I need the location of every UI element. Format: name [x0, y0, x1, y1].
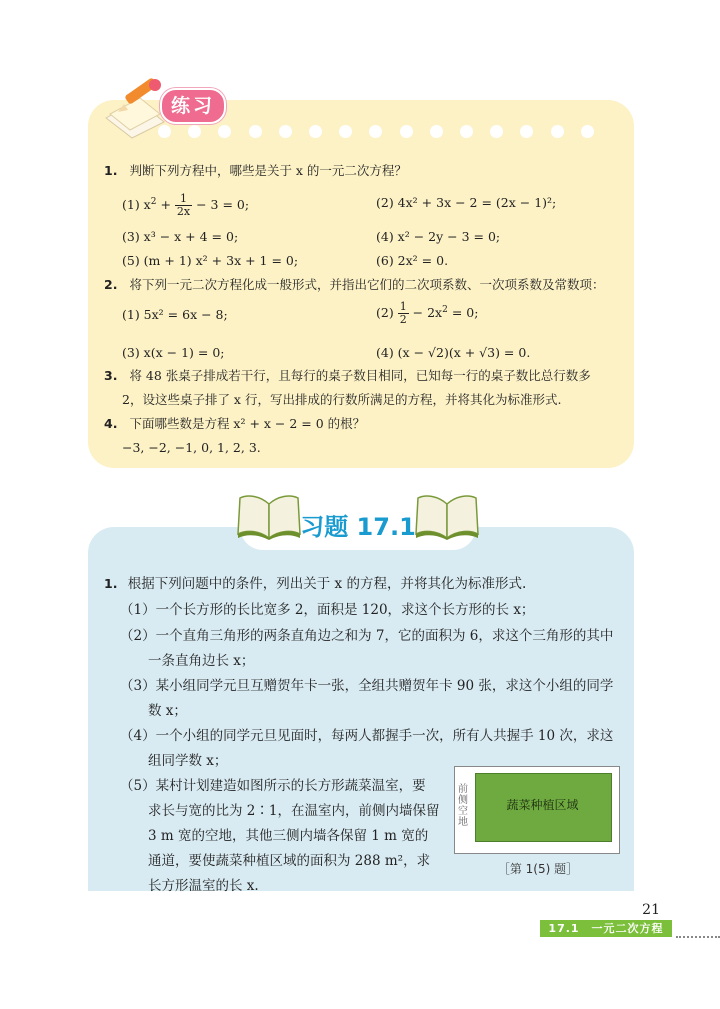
practice-q4 — [104, 416, 365, 432]
planting-area-label: 蔬菜种植区域 — [506, 798, 579, 812]
practice-q2-item-4: (4) (x − √2)(x + √3) = 0. — [376, 345, 531, 360]
exercise-q1-sub5-line2: 求长与宽的比为 2∶1，在温室内，前侧内墙保留 — [148, 803, 440, 819]
exercise-q1-sub1: （1）一个长方形的长比宽多 2，面积是 120，求这个长方形的长 x； — [120, 602, 535, 618]
practice-q1-item-1: (1) $x^2$ + $\frac{1}{2x}$ − 3 = 0; — [122, 192, 250, 218]
practice-q3-line-1 — [104, 368, 591, 384]
practice-q2 — [104, 277, 604, 293]
practice-q4-values: −3, −2, −1, 0, 1, 2, 3. — [122, 440, 261, 455]
decorative-dot-row — [158, 125, 594, 139]
exercise-q1-sub3-line1: （3）某小组同学元旦互赠贺年卡一张，全组共赠贺年卡 90 张，求这个小组的同学 — [120, 678, 614, 694]
question-number: 1. — [104, 163, 118, 178]
exercise-q1-sub5-line1: （5）某村计划建造如图所示的长方形蔬菜温室，要 — [120, 778, 426, 794]
exercise-q1-sub2-line1: （2）一个直角三角形的两条直角边之和为 7，它的面积为 6，求这个三角形的其中 — [120, 628, 614, 644]
figure-caption: ［第 1(5) 题］ — [497, 862, 579, 876]
exercise-q1-sub5-line4: 通道，要使蔬菜种植区域的面积为 288 m²，求 — [148, 853, 431, 869]
exercise-q1-sub5-line3: 3 m 宽的空地，其他三侧内墙各保留 1 m 宽的 — [148, 828, 429, 844]
page-number: 21 — [642, 902, 660, 918]
question-number: 4. — [104, 416, 118, 431]
practice-q2-item-3: (3) x(x − 1) = 0; — [122, 345, 225, 360]
exercise-q1-sub4-line1: （4）一个小组的同学元旦见面时，每两人都握手一次，所有人共握手 10 次，求这 — [120, 728, 614, 744]
practice-q1-item-2: (2) 4x² + 3x − 2 = (2x − 1)²; — [376, 195, 557, 210]
section-label: 17.1 一元二次方程 — [548, 922, 664, 935]
practice-q1 — [104, 163, 407, 179]
question-text: 下面哪些数是方程 x² + x − 2 = 0 的根？ — [129, 416, 366, 431]
exercise-q1-sub4-line2: 组同学数 x； — [148, 753, 228, 769]
practice-q2-item-2: (2) $\frac{1}{2}$ − $2x^2 = 0$; — [376, 300, 479, 326]
exercise-q1-sub5-line5: 长方形温室的长 x. — [148, 878, 259, 894]
front-space-label: 前侧空地 — [458, 784, 468, 828]
exercise-q1-sub2-line2: 一条直角边长 x； — [148, 653, 255, 669]
question-text: 将下列一元二次方程化成一般形式，并指出它们的二次项系数、一次项系数及常数项： — [129, 277, 605, 292]
practice-q1-item-5: (5) (m + 1) x² + 3x + 1 = 0; — [122, 253, 299, 268]
exercise-q1 — [104, 572, 526, 592]
exercises-title: 习题 17.1 — [300, 513, 416, 541]
practice-q1-item-6: (6) 2x² = 0. — [376, 253, 449, 268]
question-text: 根据下列问题中的条件，列出关于 x 的方程，并将其化为标准形式. — [127, 576, 527, 592]
question-number: 1. — [104, 576, 118, 591]
pencil-paper-icon — [98, 78, 168, 140]
practice-q3-line-2: 2，设这些桌子排了 x 行，写出排成的行数所满足的方程，并将其化为标准形式. — [122, 392, 562, 407]
question-number: 2. — [104, 277, 118, 292]
question-number: 3. — [104, 368, 118, 383]
question-text: 判断下列方程中，哪些是关于 x 的一元二次方程？ — [129, 163, 407, 178]
practice-q1-item-4: (4) x² − 2y − 3 = 0; — [376, 229, 501, 244]
practice-heading: 练习 — [160, 88, 226, 124]
exercise-q1-sub3-line2: 数 x； — [148, 703, 187, 719]
question-text: 将 48 张桌子排成若干行，且每行的桌子数目相同，已知每一行的桌子数比总行数多 — [129, 368, 591, 383]
practice-q2-item-1: (1) 5x² = 6x − 8; — [122, 307, 228, 322]
practice-q1-item-3: (3) x³ − x + 4 = 0; — [122, 229, 239, 244]
footer-dotted-line — [676, 936, 720, 938]
